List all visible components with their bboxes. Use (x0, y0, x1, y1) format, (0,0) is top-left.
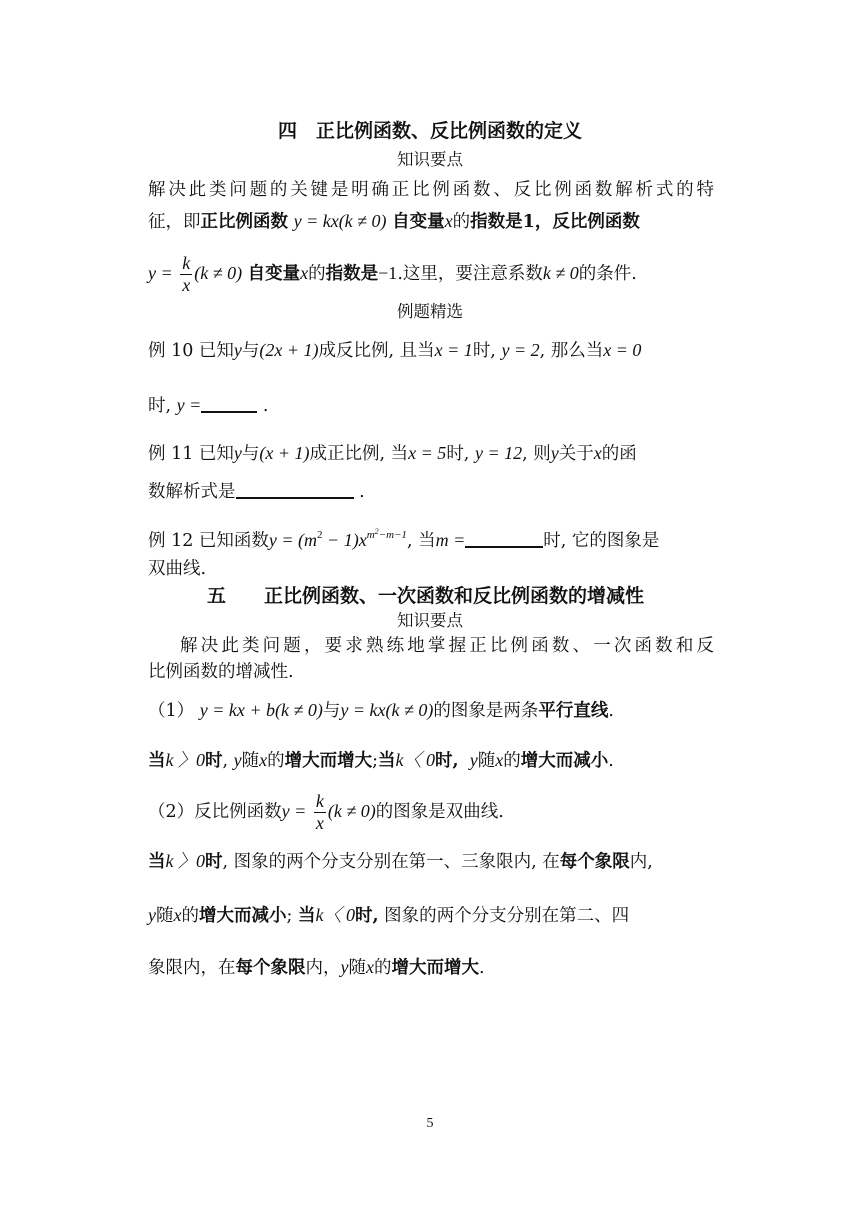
section-4-knowledge-heading: 知识要点 (397, 150, 463, 169)
section-4-para-line-1: 解决此类问题的关键是明确正比例函数、反比例函数解析式的特 (148, 180, 714, 200)
section-5-knowledge-heading: 知识要点 (397, 611, 463, 630)
page-number: 5 (426, 1116, 434, 1131)
example-12-line-2: 双曲线. (148, 559, 207, 579)
answer-blank-11[interactable] (236, 497, 354, 499)
rule-3: y随x的增大而减小; 当k〈 0时, 图象的两个分支分别在第二、四 (148, 905, 630, 926)
example-10-line-1: 例 10 已知y与(2x + 1)成反比例, 且当x = 1时, y = 2, 那么当x = 0 (148, 340, 642, 361)
examples-heading: 例题精选 (397, 302, 463, 321)
section-5-para-line-1: 解决此类问题，要求熟练地掌握正比例函数、一次函数和反 (180, 636, 714, 656)
section-5-title: 五 正比例函数、一次函数和反比例函数的增减性 (207, 585, 645, 607)
rule-4: 象限内，在每个象限内，y随x的增大而增大. (148, 957, 485, 978)
example-10-line-2: 时, y = . (148, 395, 269, 416)
rule-1: 当k 〉0时, y随x的增大而增大;当k〈 0时, y随x的增大而减小. (148, 750, 614, 771)
section-5-para-line-2: 比例函数的增减性. (148, 662, 294, 682)
example-11-line-2: 数解析式是 . (148, 482, 365, 502)
fraction-k-over-x-2: $\frac{k}{x}$ (315, 791, 324, 833)
answer-blank-10[interactable] (201, 411, 257, 413)
fraction-k-over-x: $\frac{k}{x}$ (182, 253, 191, 295)
item-2: （2）反比例函数y = $\frac{k}{x}$ (k ≠ 0)的图象是双曲线. (148, 791, 504, 833)
example-11-line-1: 例 11 已知y与(x + 1)成正比例, 当x = 5时, y = 12, 则y关于x的函 (148, 443, 637, 464)
example-12-line-1: 例 12 已知函数$y = (m^2 - 1)x^{m^2-m-1}$, 当m = 时, 它的图象是 (148, 527, 660, 551)
item-1: （1） y = kx + b(k ≠ 0)与y = kx(k ≠ 0)的图象是两条平行直线. (148, 700, 614, 721)
section-4-para-line-2: 征，即正比例函数 y = kx(k ≠ 0) 自变量x的指数是1，反比例函数 (148, 211, 640, 232)
answer-blank-12[interactable] (465, 546, 543, 548)
section-4-title: 四 正比例函数、反比例函数的定义 (277, 120, 582, 142)
rule-2: 当k 〉0时, 图象的两个分支分别在第一、三象限内, 在每个象限内, (148, 851, 653, 872)
section-4-para-line-3: y = $\frac{k}{x}$ (k ≠ 0) 自变量x的指数是−1.这里，要注意系数k ≠ 0的条件. (148, 253, 637, 295)
